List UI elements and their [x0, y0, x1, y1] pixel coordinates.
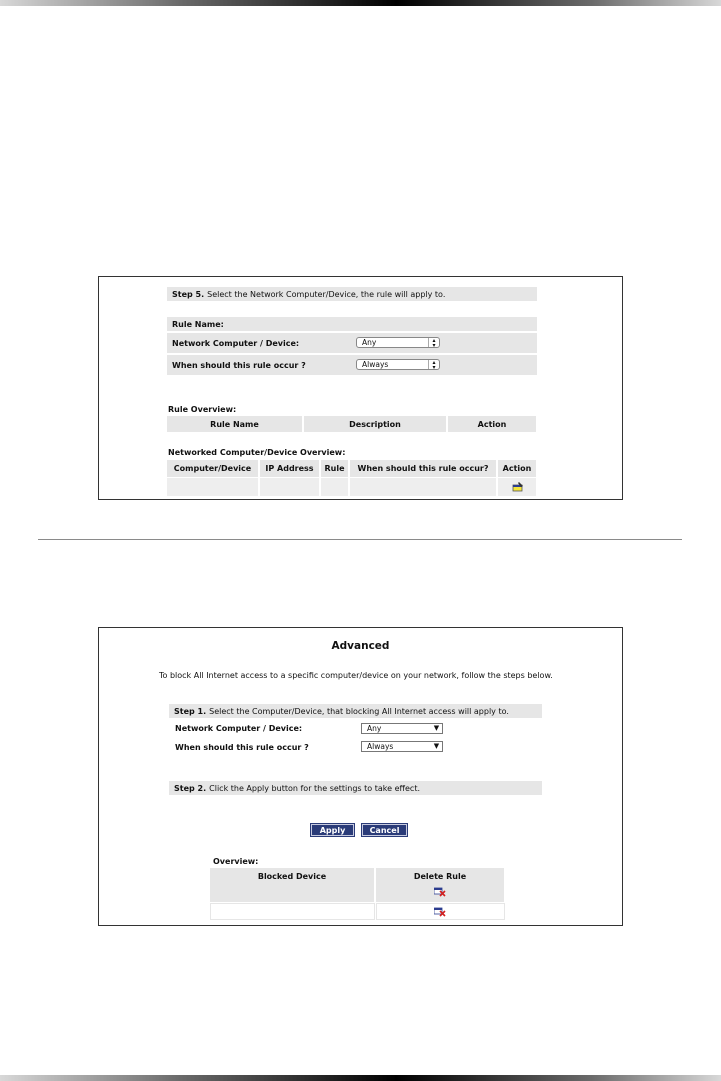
bottom-decorative-bar [0, 1075, 721, 1081]
step1-text: Select the Computer/Device, that blocking All Internet access will apply to. [209, 706, 509, 716]
overview-cell-blocked-device [210, 903, 375, 920]
step2-header [169, 781, 542, 795]
adv-network-device-value: Any [367, 724, 382, 733]
net-cell-when [350, 478, 497, 496]
step5-number: Step 5. [172, 289, 205, 299]
network-device-value: Any [362, 338, 377, 347]
net-header-when: When should this rule occur? [350, 460, 497, 477]
net-cell-computer-device [167, 478, 259, 496]
rule-overview-header-description: Description [304, 416, 447, 432]
network-device-label: Network Computer / Device: [172, 338, 300, 348]
rule-overview-header-rule-name: Rule Name [167, 416, 303, 432]
net-header-action: Action [498, 460, 537, 477]
adv-network-device-select[interactable] [361, 723, 443, 734]
select-arrows-icon: ▴ ▾ [428, 360, 439, 369]
advanced-title: Advanced [331, 640, 390, 652]
net-overview-title: Networked Computer/Device Overview: [168, 448, 346, 457]
when-value: Always [362, 360, 389, 369]
rule-name-label: Rule Name: [172, 319, 224, 329]
when-label: When should this rule occur ? [172, 360, 306, 370]
top-decorative-bar [0, 0, 721, 6]
step1-header [169, 704, 542, 718]
advanced-intro-text: To block All Internet access to a specific computer/device on your network, follow the steps below. [159, 671, 553, 680]
network-device-row [167, 333, 537, 353]
step5-header [167, 287, 537, 301]
edit-icon[interactable] [512, 482, 524, 492]
delete-rule-icon[interactable] [434, 907, 446, 917]
select-arrows-icon: ▴ ▾ [428, 338, 439, 347]
dropdown-arrow-icon: ▼ [433, 724, 440, 732]
when-row [167, 355, 537, 375]
net-cell-rule [321, 478, 349, 496]
net-header-rule: Rule [321, 460, 349, 477]
adv-when-select[interactable] [361, 741, 443, 752]
step2-number: Step 2. [174, 783, 207, 793]
adv-when-value: Always [367, 742, 394, 751]
dropdown-arrow-icon: ▼ [433, 742, 440, 750]
apply-button[interactable]: Apply [311, 824, 354, 836]
net-header-computer-device: Computer/Device [167, 460, 259, 477]
overview-cell-delete-rule [376, 903, 505, 920]
overview-header-delete-rule-label: Delete Rule [413, 872, 467, 881]
delete-rule-icon[interactable] [434, 887, 446, 897]
step1-number: Step 1. [174, 706, 207, 716]
cancel-button[interactable]: Cancel [362, 824, 407, 836]
rule-name-row [167, 317, 537, 331]
step5-text: Select the Network Computer/Device, the rule will apply to. [207, 289, 446, 299]
net-cell-ip-address [260, 478, 320, 496]
network-device-select[interactable] [356, 337, 440, 348]
section-divider [38, 539, 682, 540]
rule-overview-title: Rule Overview: [168, 405, 237, 414]
adv-network-device-label: Network Computer / Device: [175, 724, 303, 733]
step5-screenshot-panel [98, 276, 623, 500]
step2-text: Click the Apply button for the settings to take effect. [209, 783, 420, 793]
when-select[interactable] [356, 359, 440, 370]
advanced-screenshot-panel [98, 627, 623, 926]
net-cell-action [498, 478, 537, 496]
overview-title: Overview: [213, 857, 259, 866]
adv-when-label: When should this rule occur ? [175, 743, 309, 752]
overview-header-blocked-device: Blocked Device [210, 868, 375, 902]
rule-overview-header-action: Action [448, 416, 537, 432]
net-header-ip-address: IP Address [260, 460, 320, 477]
